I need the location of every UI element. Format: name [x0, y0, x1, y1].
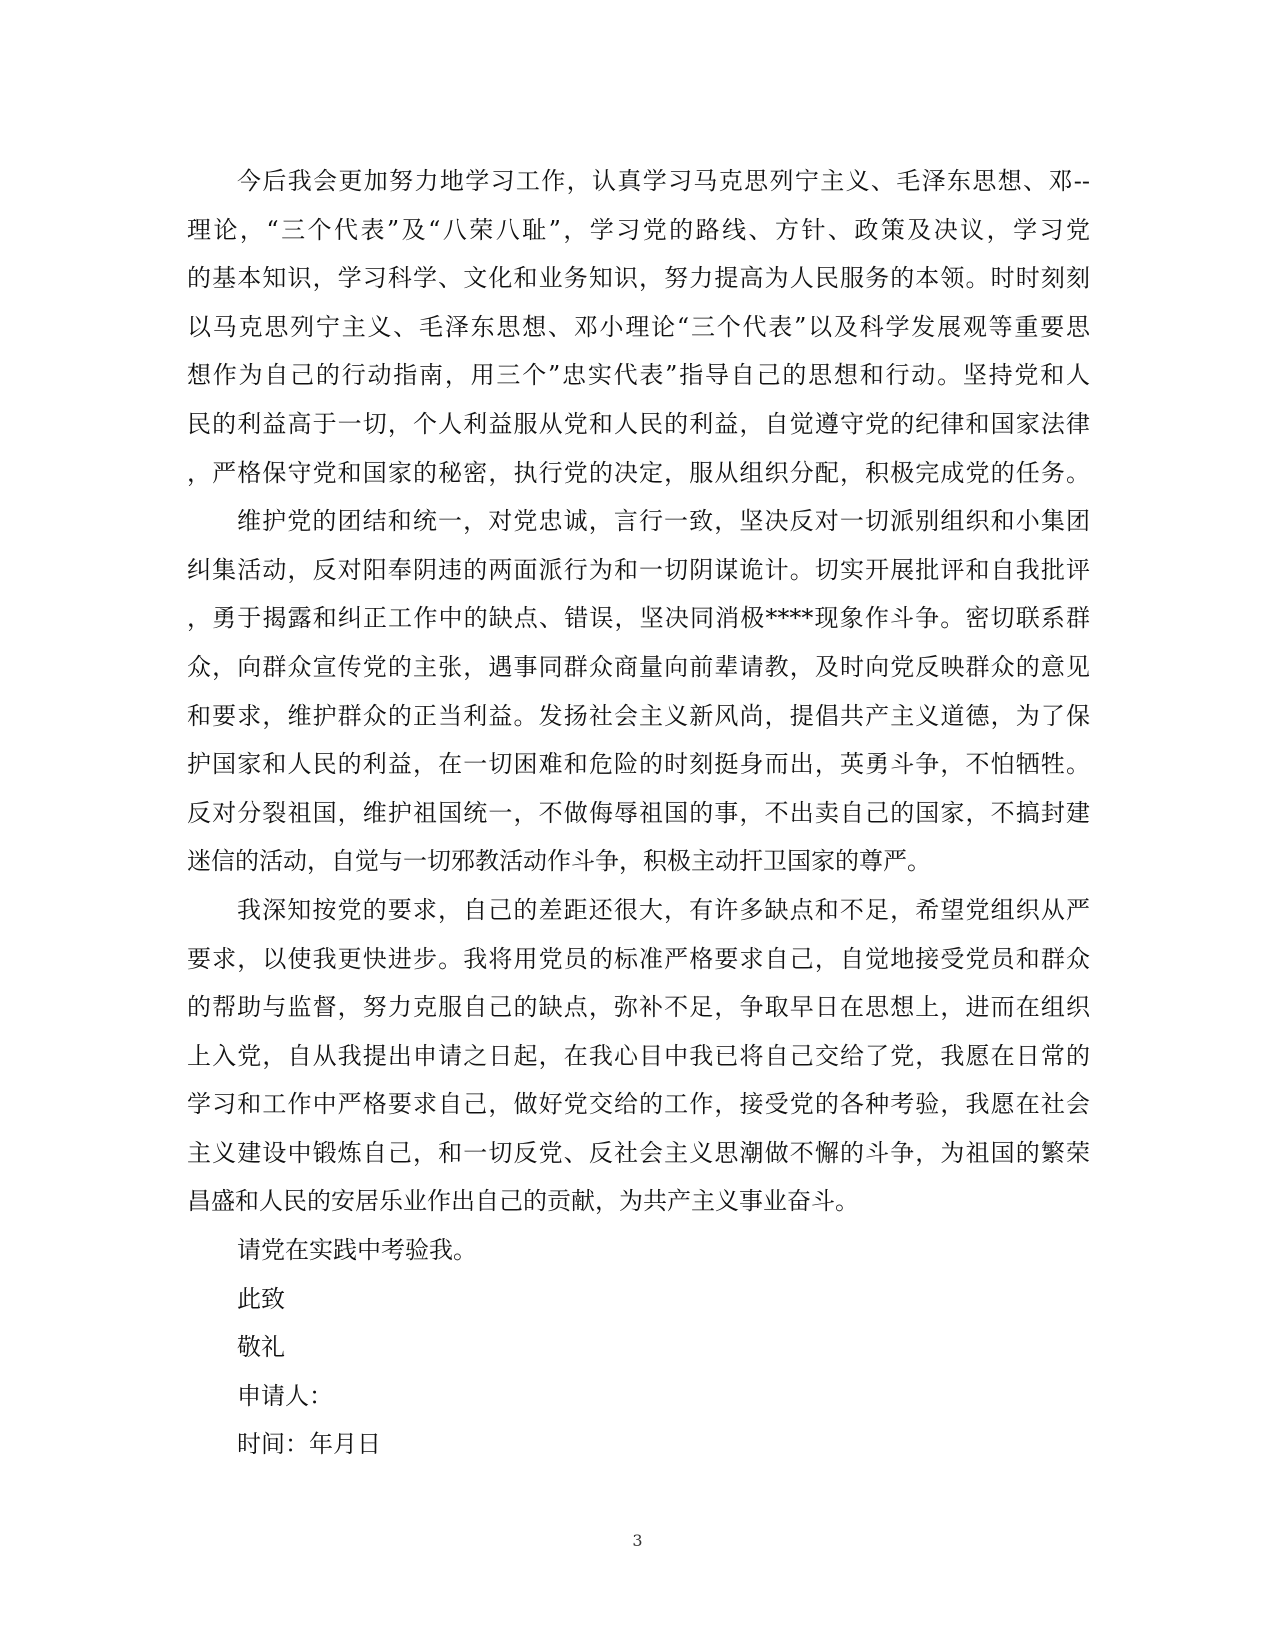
text-line: 护国家和人民的利益，在一切困难和危险的时刻挺身而出，英勇斗争，不怕牺牲。: [187, 750, 1090, 779]
text-line: ，勇于揭露和纠正工作中的缺点、错误，坚决同消极****现象作斗争。密切联系群: [187, 604, 1090, 633]
text-line: 反对分裂祖国，维护祖国统一，不做侮辱祖国的事，不出卖自己的国家，不搞封建: [187, 798, 1090, 827]
text-line: 民的利益高于一切，个人利益服从党和人民的利益，自觉遵守党的纪律和国家法律: [187, 409, 1090, 438]
text-line: 我深知按党的要求，自己的差距还很大，有许多缺点和不足，希望党组织从严: [237, 895, 1090, 924]
text-line: 敬礼: [237, 1333, 285, 1362]
text-line: 的帮助与监督，努力克服自己的缺点，弥补不足，争取早日在思想上，进而在组织: [187, 993, 1090, 1022]
text-line: 今后我会更加努力地学习工作，认真学习马克思列宁主义、毛泽东思想、邓--: [237, 167, 1090, 195]
text-line: 维护党的团结和统一，对党忠诚，言行一致，坚决反对一切派别组织和小集团: [237, 507, 1090, 536]
text-line: 昌盛和人民的安居乐业作出自己的贡献，为共产主义事业奋斗。: [187, 1187, 859, 1216]
text-line: 请党在实践中考验我。: [237, 1236, 477, 1265]
text-line: 申请人：: [237, 1381, 333, 1410]
text-line: 的基本知识，学习科学、文化和业务知识，努力提高为人民服务的本领。时时刻刻: [187, 264, 1090, 293]
text-line: 理论，“三个代表”及“八荣八耻”，学习党的路线、方针、政策及决议，学习党: [187, 215, 1090, 244]
text-line: 纠集活动，反对阳奉阴违的两面派行为和一切阴谋诡计。切实开展批评和自我批评: [187, 555, 1090, 584]
text-line: 时间：年月日: [237, 1430, 381, 1459]
page-number: 3: [632, 1531, 643, 1550]
text-line: 主义建设中锻炼自己，和一切反党、反社会主义思潮做不懈的斗争，为祖国的繁荣: [187, 1138, 1090, 1167]
text-line: 学习和工作中严格要求自己，做好党交给的工作，接受党的各种考验，我愿在社会: [187, 1090, 1090, 1119]
text-line: 以马克思列宁主义、毛泽东思想、邓小理论“三个代表”以及科学发展观等重要思: [187, 312, 1090, 341]
text-line: 此致: [237, 1284, 285, 1313]
text-line: ，严格保守党和国家的秘密，执行党的决定，服从组织分配，积极完成党的任务。: [187, 458, 1090, 487]
text-line: 上入党，自从我提出申请之日起，在我心目中我已将自己交给了党，我愿在日常的: [187, 1041, 1090, 1070]
document-body: [187, 157, 1090, 1469]
text-line: 迷信的活动，自觉与一切邪教活动作斗争，积极主动扞卫国家的尊严。: [187, 847, 931, 876]
text-line: 和要求，维护群众的正当利益。发扬社会主义新风尚，提倡共产主义道德，为了保: [187, 701, 1090, 730]
text-line: 想作为自己的行动指南，用三个”忠实代表”指导自己的思想和行动。坚持党和人: [187, 361, 1090, 390]
text-line: 众，向群众宣传党的主张，遇事同群众商量向前辈请教，及时向党反映群众的意见: [187, 652, 1090, 681]
text-line: 要求，以使我更快进步。我将用党员的标准严格要求自己，自觉地接受党员和群众: [187, 944, 1090, 973]
